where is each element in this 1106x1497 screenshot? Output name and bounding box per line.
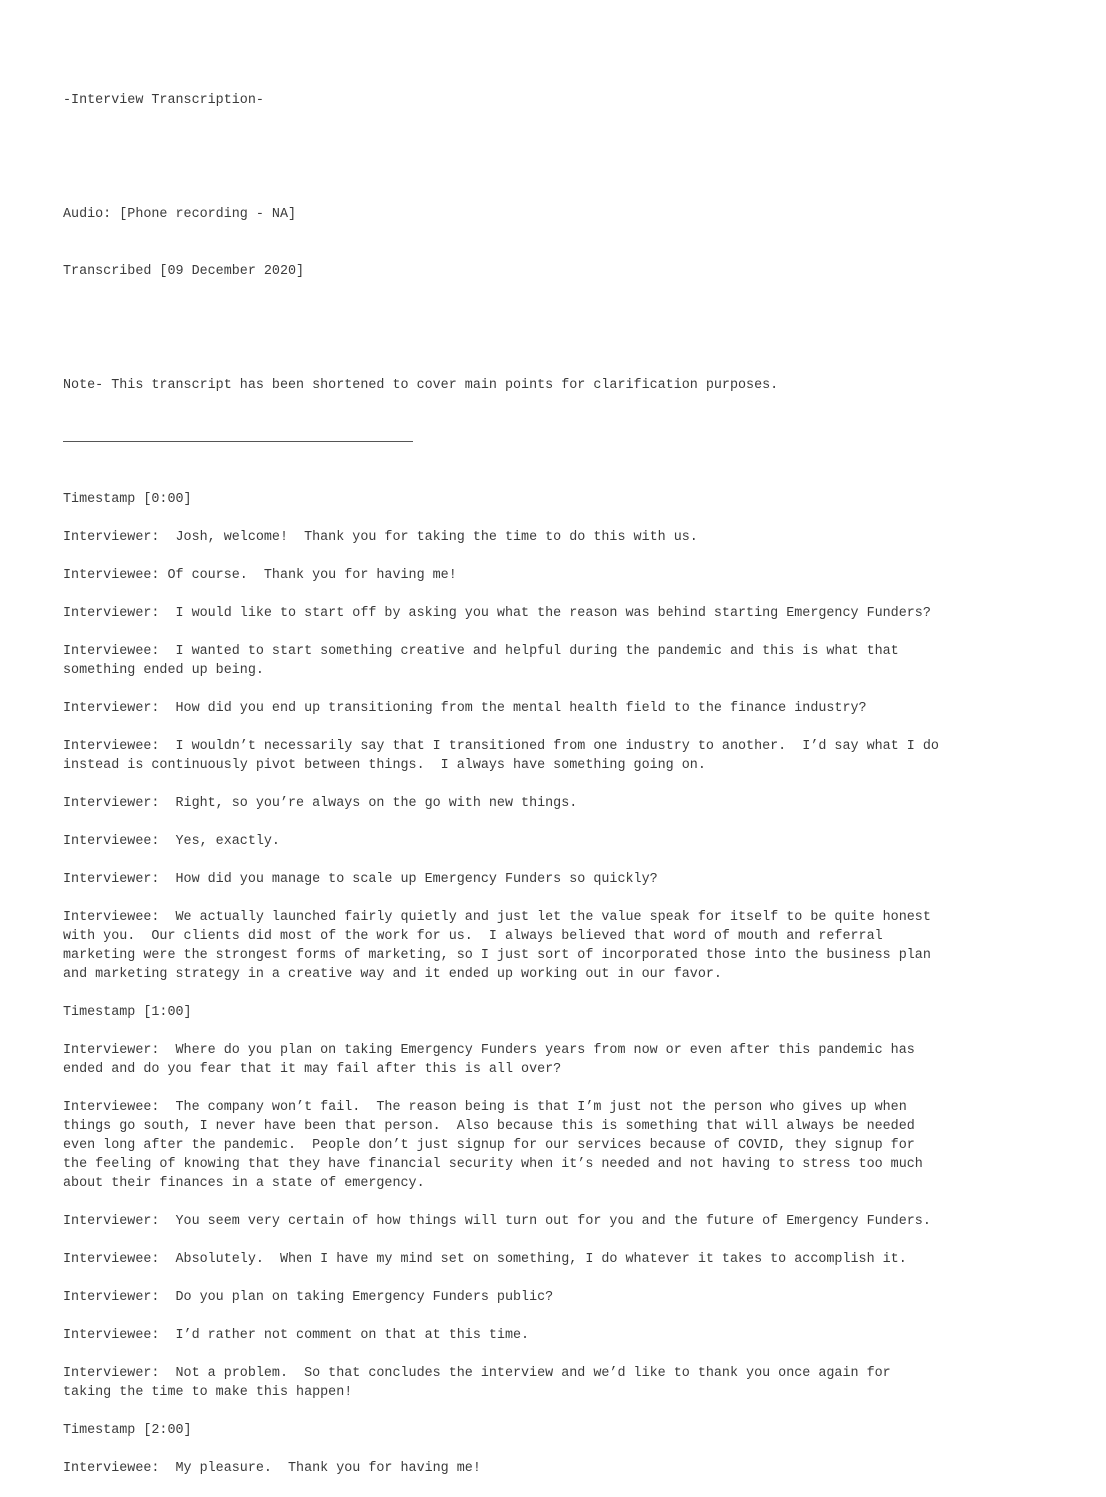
transcript-line: Interviewee: I’d rather not comment on that at this time. — [63, 1328, 530, 1343]
blank-line — [63, 1307, 1083, 1326]
blank-line — [63, 1022, 1083, 1041]
transcript-line: and marketing strategy in a creative way and it ended up working out in our favor. — [63, 967, 722, 982]
transcript-note: Note- This transcript has been shortened to cover main points for clarification purposes. — [63, 378, 779, 393]
blank-line — [63, 1231, 1083, 1250]
transcript-line: Interviewer: Josh, welcome! Thank you for taking the time to do this with us. — [63, 530, 698, 545]
transcript-line: Interviewee: Yes, exactly. — [63, 834, 280, 849]
interviewer-line — [63, 1288, 1083, 1307]
interviewee-line — [63, 1250, 1083, 1269]
interviewer-line — [63, 528, 1083, 547]
transcript-line: Interviewer: How did you end up transitioning from the mental health field to the finance industry? — [63, 701, 867, 716]
blank-line — [63, 148, 1083, 167]
timestamp-text: Timestamp [2:00] — [63, 1423, 192, 1438]
timestamp — [63, 490, 1083, 509]
interviewer-line — [63, 1212, 1083, 1231]
blank-line — [63, 718, 1083, 737]
blank-line — [63, 1193, 1083, 1212]
blank-line — [63, 1440, 1083, 1459]
interviewee-line — [63, 908, 1083, 984]
blank-line — [63, 1402, 1083, 1421]
blank-line — [63, 889, 1083, 908]
audio-info: Audio: [Phone recording - NA] — [63, 207, 297, 222]
transcript-line: taking the time to make this happen! — [63, 1385, 353, 1400]
blank-line — [63, 319, 1083, 338]
transcript-line: Interviewee: We actually launched fairly quietly and just let the value speak for itself to be quite honest — [63, 910, 931, 925]
blank-line — [63, 775, 1083, 794]
transcript-line: Interviewer: Where do you plan on taking Emergency Funders years from now or even after this pandemic has — [63, 1043, 915, 1058]
transcript-line: Interviewer: I would like to start off by asking you what the reason was behind starting Emergency Funders? — [63, 606, 931, 621]
blank-line — [63, 1345, 1083, 1364]
transcript-line: even long after the pandemic. People don’t just signup for our services because of COVID, they signup for — [63, 1138, 915, 1153]
transcript-line: things go south, I never have been that person. Also because this is something that will always be needed — [63, 1119, 915, 1134]
interviewer-line — [63, 604, 1083, 623]
transcript-line: Interviewee: My pleasure. Thank you for having me! — [63, 1461, 481, 1476]
transcript-line: instead is continuously pivot between things. I always have something going on. — [63, 758, 706, 773]
interviewee-line — [63, 832, 1083, 851]
transcript-line: Interviewee: I wanted to start something creative and helpful during the pandemic and this is what that — [63, 644, 899, 659]
transcript-body — [63, 490, 1083, 1478]
interviewee-line — [63, 566, 1083, 585]
interviewer-line — [63, 1364, 1083, 1402]
interviewer-line — [63, 794, 1083, 813]
document-title: -Interview Transcription- — [63, 93, 264, 108]
interviewer-line — [63, 1041, 1083, 1079]
transcribed-date: Transcribed [09 December 2020] — [63, 264, 305, 279]
blank-line — [63, 1079, 1083, 1098]
transcript-line: Interviewer: How did you manage to scale up Emergency Funders so quickly? — [63, 872, 658, 887]
transcript-line: with you. Our clients did most of the work for us. I always believed that word of mouth and referral — [63, 929, 883, 944]
transcript-line: the feeling of knowing that they have financial security when it’s needed and not having to stress too much — [63, 1157, 923, 1172]
blank-line — [63, 813, 1083, 832]
horizontal-divider — [63, 441, 413, 442]
transcript-line: ended and do you fear that it may fail after this is all over? — [63, 1062, 562, 1077]
transcript-line: marketing were the strongest forms of marketing, so I just sort of incorporated those into the business plan — [63, 948, 931, 963]
blank-line — [63, 509, 1083, 528]
transcript-line: Interviewer: You seem very certain of how things will turn out for you and the future of Emergency Funders. — [63, 1214, 931, 1229]
timestamp-text: Timestamp [0:00] — [63, 492, 192, 507]
timestamp — [63, 1003, 1083, 1022]
blank-line — [63, 585, 1083, 604]
blank-line — [63, 984, 1083, 1003]
interviewee-line — [63, 1459, 1083, 1478]
transcript-line: Interviewer: Do you plan on taking Emergency Funders public? — [63, 1290, 554, 1305]
transcript-line: Interviewee: Absolutely. When I have my mind set on something, I do whatever it takes to accomplish it. — [63, 1252, 907, 1267]
interviewer-line — [63, 699, 1083, 718]
interviewer-line — [63, 870, 1083, 889]
transcript-line: something ended up being. — [63, 663, 264, 678]
transcript-line: Interviewer: Not a problem. So that concludes the interview and we’d like to thank you once again for — [63, 1366, 891, 1381]
interviewee-line — [63, 737, 1083, 775]
transcript-line: Interviewee: The company won’t fail. The reason being is that I’m just not the person who gives up when — [63, 1100, 907, 1115]
transcript-line: about their finances in a state of emergency. — [63, 1176, 425, 1191]
transcript-line: Interviewee: Of course. Thank you for having me! — [63, 568, 457, 583]
blank-line — [63, 623, 1083, 642]
interviewee-line — [63, 642, 1083, 680]
blank-line — [63, 680, 1083, 699]
blank-line — [63, 1269, 1083, 1288]
timestamp — [63, 1421, 1083, 1440]
interviewee-line — [63, 1326, 1083, 1345]
blank-line — [63, 851, 1083, 870]
transcript-line: Interviewee: I wouldn’t necessarily say that I transitioned from one industry to another. I’d say what I do — [63, 739, 939, 754]
transcript-document — [63, 53, 1083, 1497]
transcript-line: Interviewer: Right, so you’re always on the go with new things. — [63, 796, 578, 811]
blank-line — [63, 547, 1083, 566]
timestamp-text: Timestamp [1:00] — [63, 1005, 192, 1020]
interviewee-line — [63, 1098, 1083, 1193]
